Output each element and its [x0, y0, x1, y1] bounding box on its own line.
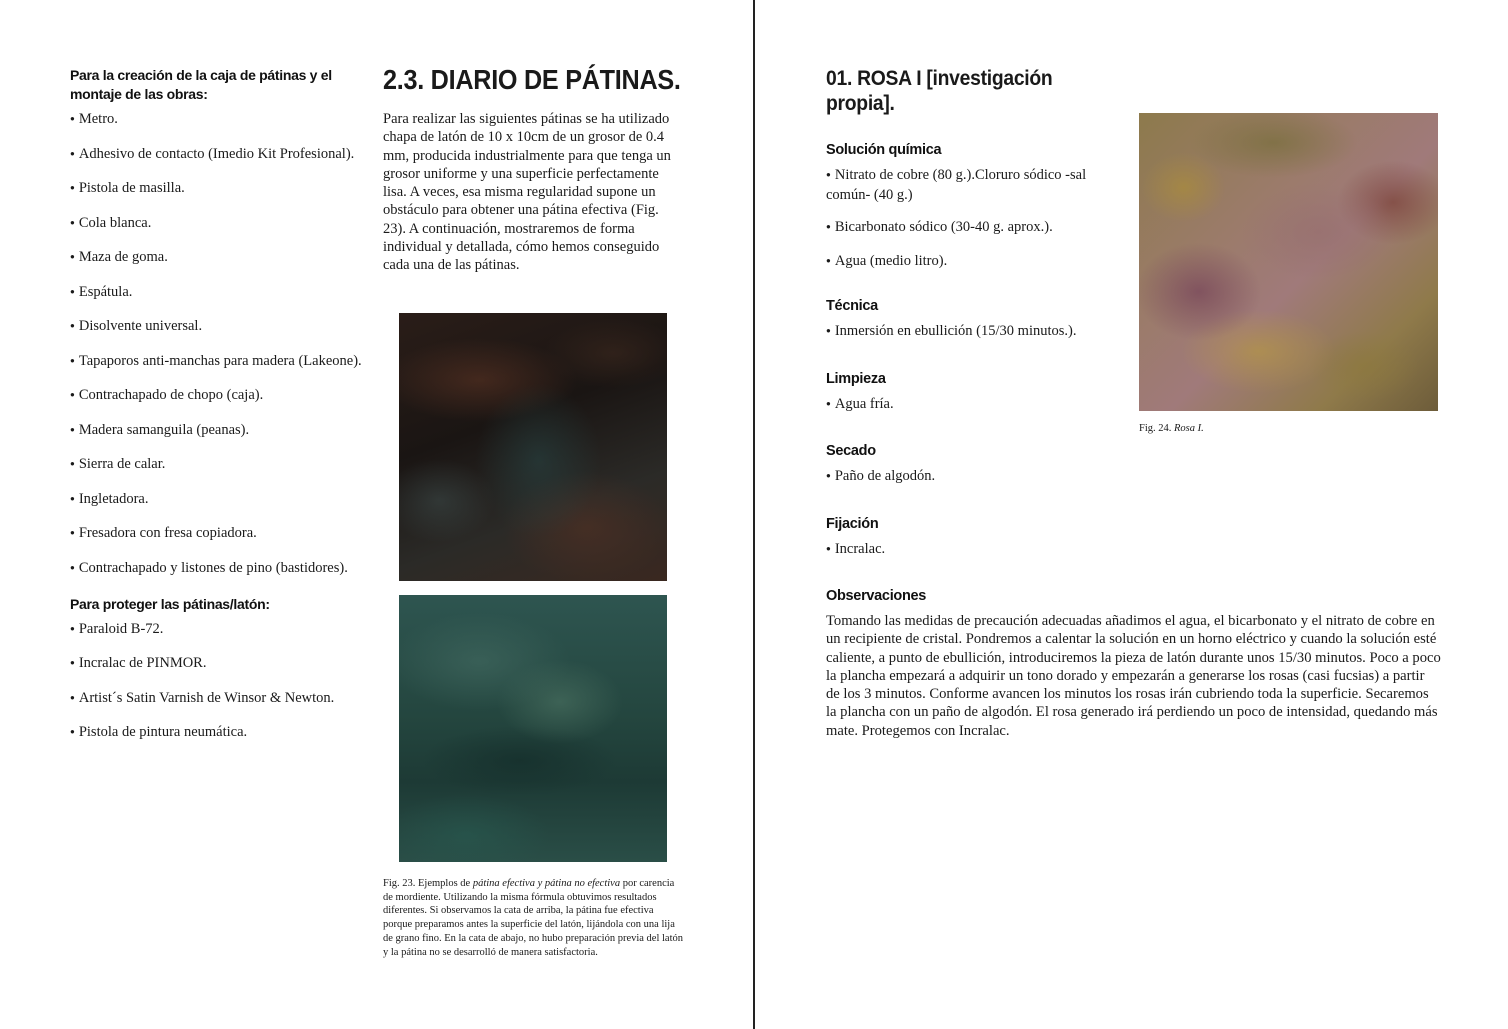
secado-list — [826, 467, 1126, 487]
protect-item: ● Incralac de PINMOR. — [70, 654, 370, 674]
materials-item: ● Sierra de calar. — [70, 455, 370, 475]
page-spine — [753, 0, 755, 1029]
limpieza-section — [826, 370, 1126, 429]
limpieza-list — [826, 395, 1126, 415]
materials-item: ● Ingletadora. — [70, 490, 370, 510]
materials-item: ● Espátula. — [70, 283, 370, 303]
rosa-patina-image — [1139, 113, 1438, 411]
solucion-item: ● Nitrato de cobre (80 g.).Cloruro sódico -sal común- (40 g.) — [826, 166, 1126, 204]
solucion-item: ● Bicarbonato sódico (30-40 g. aprox.). — [826, 218, 1126, 238]
materials-column — [70, 66, 370, 758]
observaciones-heading: Observaciones — [826, 588, 927, 604]
fig23-rest: por carencia de mordiente. Utilizando la misma fórmula obtuvimos resultados diferentes. Si observamos la cata de arriba, la pátina fue efectiva porque preparamos antes la superficie del latón, lijándola con una lija de grano fino. En la cata de abajo, no hubo preparación previa del latón y la pátina no se desarrolló de manera satisfactoria. — [383, 878, 684, 958]
fig23-italic: pátina efectiva y pátina no efectiva — [472, 878, 621, 889]
materials-item: ● Contrachapado y listones de pino (bastidores). — [70, 559, 370, 579]
tecnica-heading: Técnica — [826, 298, 878, 314]
materials-item: ● Contrachapado de chopo (caja). — [70, 386, 370, 406]
materials-item: ● Cola blanca. — [70, 214, 370, 234]
materials-item: ● Tapaporos anti-manchas para madera (Lakeone). — [70, 352, 370, 372]
solucion-section — [826, 141, 1126, 286]
protect-item: ● Paraloid B-72. — [70, 620, 370, 640]
solucion-list — [826, 166, 1126, 272]
tecnica-list — [826, 322, 1126, 342]
materials-item: ● Metro. — [70, 110, 370, 130]
materials-item: ● Disolvente universal. — [70, 317, 370, 337]
solucion-heading: Solución química — [826, 142, 942, 158]
secado-heading: Secado — [826, 443, 876, 459]
solucion-item: ● Agua (medio litro). — [826, 252, 1126, 272]
intro-paragraph: Para realizar las siguientes pátinas se ha utilizado chapa de latón de 10 x 10cm de un grosor de 0.4 mm, producida industrialmente para que tenga un grosor uniforme y una superficie perfectamente lisa. A veces, esa misma regularidad supone un obstáculo para obtener una pátina efectiva (Fig. 23). A continuación, mostraremos de forma individual y detallada, cómo hemos conseguido cada una de las pátinas. — [383, 111, 671, 274]
fig24-caption — [1139, 422, 1439, 436]
materials-item: ● Adhesivo de contacto (Imedio Kit Profesional). — [70, 145, 370, 165]
materials-item: ● Fresadora con fresa copiadora. — [70, 524, 370, 544]
observaciones-section — [826, 587, 1441, 740]
materials-heading: Para la creación de la caja de pátinas y el montaje de las obras: — [70, 67, 332, 102]
tecnica-item: ● Inmersión en ebullición (15/30 minutos.). — [826, 322, 1126, 342]
patina-effective-image — [399, 313, 667, 581]
fijacion-item: ● Incralac. — [826, 540, 1126, 560]
fijacion-heading: Fijación — [826, 516, 879, 532]
protect-heading: Para proteger las pátinas/latón: — [70, 595, 270, 612]
rosa-title: 01. ROSA I [investigación propia]. — [826, 67, 1053, 115]
fijacion-list — [826, 540, 1126, 560]
materials-list — [70, 110, 370, 579]
protect-item: ● Pistola de pintura neumática. — [70, 723, 370, 743]
patina-not-effective-image — [399, 595, 667, 862]
fijacion-section — [826, 515, 1126, 574]
materials-item: ● Madera samanguila (peanas). — [70, 421, 370, 441]
secado-item: ● Paño de algodón. — [826, 467, 1126, 487]
observaciones-paragraph: Tomando las medidas de precaución adecuadas añadimos el agua, el bicarbonato y el nitrato de cobre en un recipiente de cristal. Pondremos a calentar la solución en un horno eléctrico y cuando la solución esté caliente, a punto de ebullición, introduciremos la pieza de latón durante unos 15/30 minutos. Poco a poco la plancha empezará a adquirir un tono dorado y empezarán a generarse los rosas (casi fucsias) a partir de los 3 minutos. Conforme avancen los minutos los rosas irán cubriendo toda la superficie. Secaremos la plancha con un paño de algodón. El rosa generado irá perdiendo un poco de intensidad, quedando más mate. Protegemos con Incralac. — [826, 613, 1441, 739]
protect-list — [70, 620, 370, 744]
fig24-italic: Rosa I. — [1174, 423, 1204, 434]
tecnica-section — [826, 297, 1126, 356]
limpieza-heading: Limpieza — [826, 371, 886, 387]
section-title: 2.3. DIARIO DE PÁTINAS. — [383, 64, 681, 95]
fig24-prefix: Fig. 24. — [1139, 423, 1175, 434]
fig23-prefix: Fig. 23. Ejemplos de — [383, 878, 473, 889]
limpieza-item: ● Agua fría. — [826, 395, 1126, 415]
protect-item: ● Artist´s Satin Varnish de Winsor & Newton. — [70, 689, 370, 709]
materials-item: ● Pistola de masilla. — [70, 179, 370, 199]
materials-item: ● Maza de goma. — [70, 248, 370, 268]
secado-section — [826, 442, 1126, 501]
fig23-caption — [383, 877, 683, 959]
